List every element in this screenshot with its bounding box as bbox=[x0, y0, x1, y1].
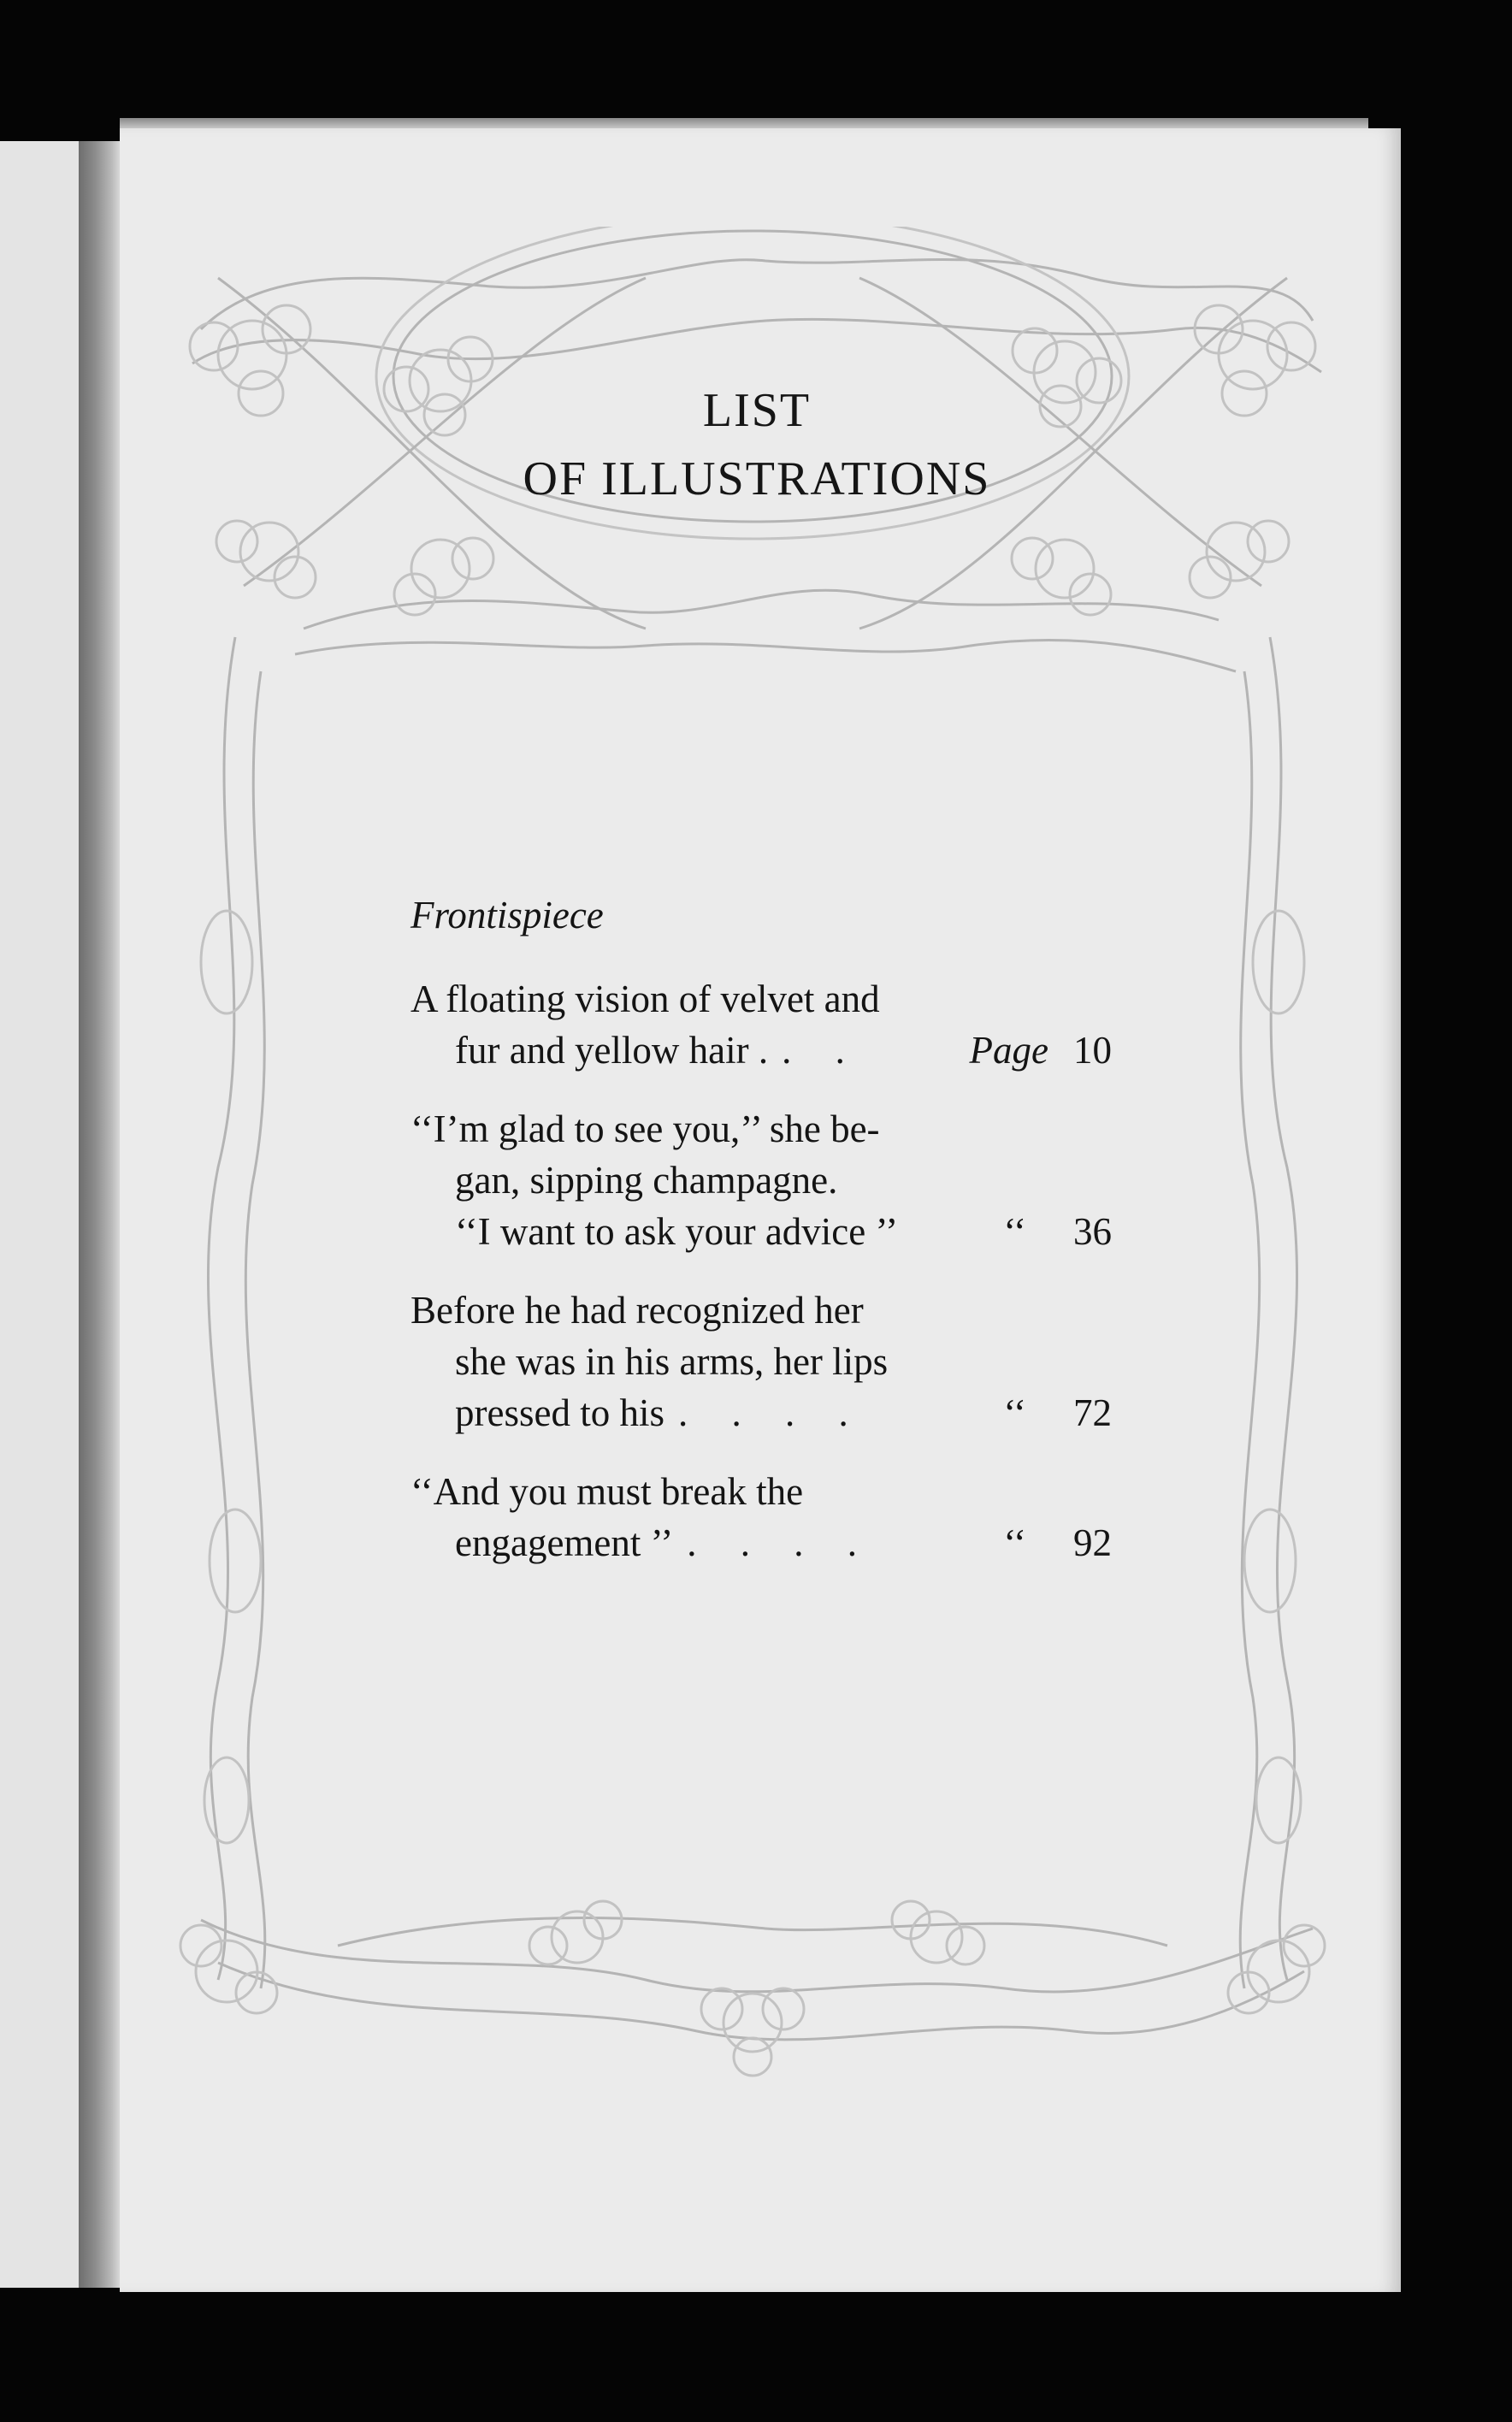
page-number: 10 bbox=[1073, 1029, 1112, 1072]
page-number: 36 bbox=[1073, 1210, 1112, 1253]
list-item bbox=[410, 1103, 1112, 1257]
dot-leader: . . . . bbox=[677, 1391, 865, 1434]
entry-line: gan, sipping champagne. bbox=[455, 1159, 838, 1202]
dot-leader: . . . . bbox=[687, 1521, 875, 1564]
left-page bbox=[0, 141, 79, 2288]
book-gutter bbox=[79, 141, 120, 2288]
title-line-2: OF ILLUSTRATIONS bbox=[523, 452, 991, 505]
illustrations-list bbox=[410, 889, 1112, 1596]
entry-line: ‘‘And you must break the bbox=[410, 1470, 804, 1513]
page-number: 92 bbox=[1073, 1521, 1112, 1564]
entry-line: pressed to his . . . . bbox=[410, 1387, 932, 1438]
title-line-1: LIST bbox=[702, 384, 812, 437]
entry-line: A floating vision of velvet and bbox=[410, 978, 880, 1020]
entry-line: ‘‘I’m glad to see you,’’ she be- bbox=[410, 1108, 880, 1150]
entry-line: engagement ’’ . . . . bbox=[410, 1517, 932, 1568]
entry-line: she was in his arms, her lips bbox=[455, 1340, 889, 1383]
page-label: Page bbox=[969, 1029, 1048, 1072]
ditto-mark: ‘‘ bbox=[1003, 1521, 1026, 1564]
page-reference bbox=[932, 1517, 1112, 1568]
entry-line: ‘‘I want to ask your advice ’’ bbox=[455, 1210, 899, 1253]
ditto-mark: ‘‘ bbox=[1003, 1391, 1026, 1434]
entry-line: fur and yellow hair . . . bbox=[410, 1025, 932, 1076]
frontispiece-label: Frontispiece bbox=[410, 894, 604, 936]
ditto-mark: ‘‘ bbox=[1003, 1210, 1026, 1253]
page-reference bbox=[932, 1206, 1112, 1257]
list-item bbox=[410, 973, 1112, 1076]
page-number: 72 bbox=[1073, 1391, 1112, 1434]
list-item bbox=[410, 1466, 1112, 1568]
page-title bbox=[445, 376, 1069, 513]
entry-line: Before he had recognized her bbox=[410, 1289, 864, 1332]
page-reference bbox=[932, 1025, 1112, 1076]
page-reference bbox=[932, 1387, 1112, 1438]
list-item bbox=[410, 1285, 1112, 1438]
dot-leader: . . bbox=[782, 1029, 862, 1072]
